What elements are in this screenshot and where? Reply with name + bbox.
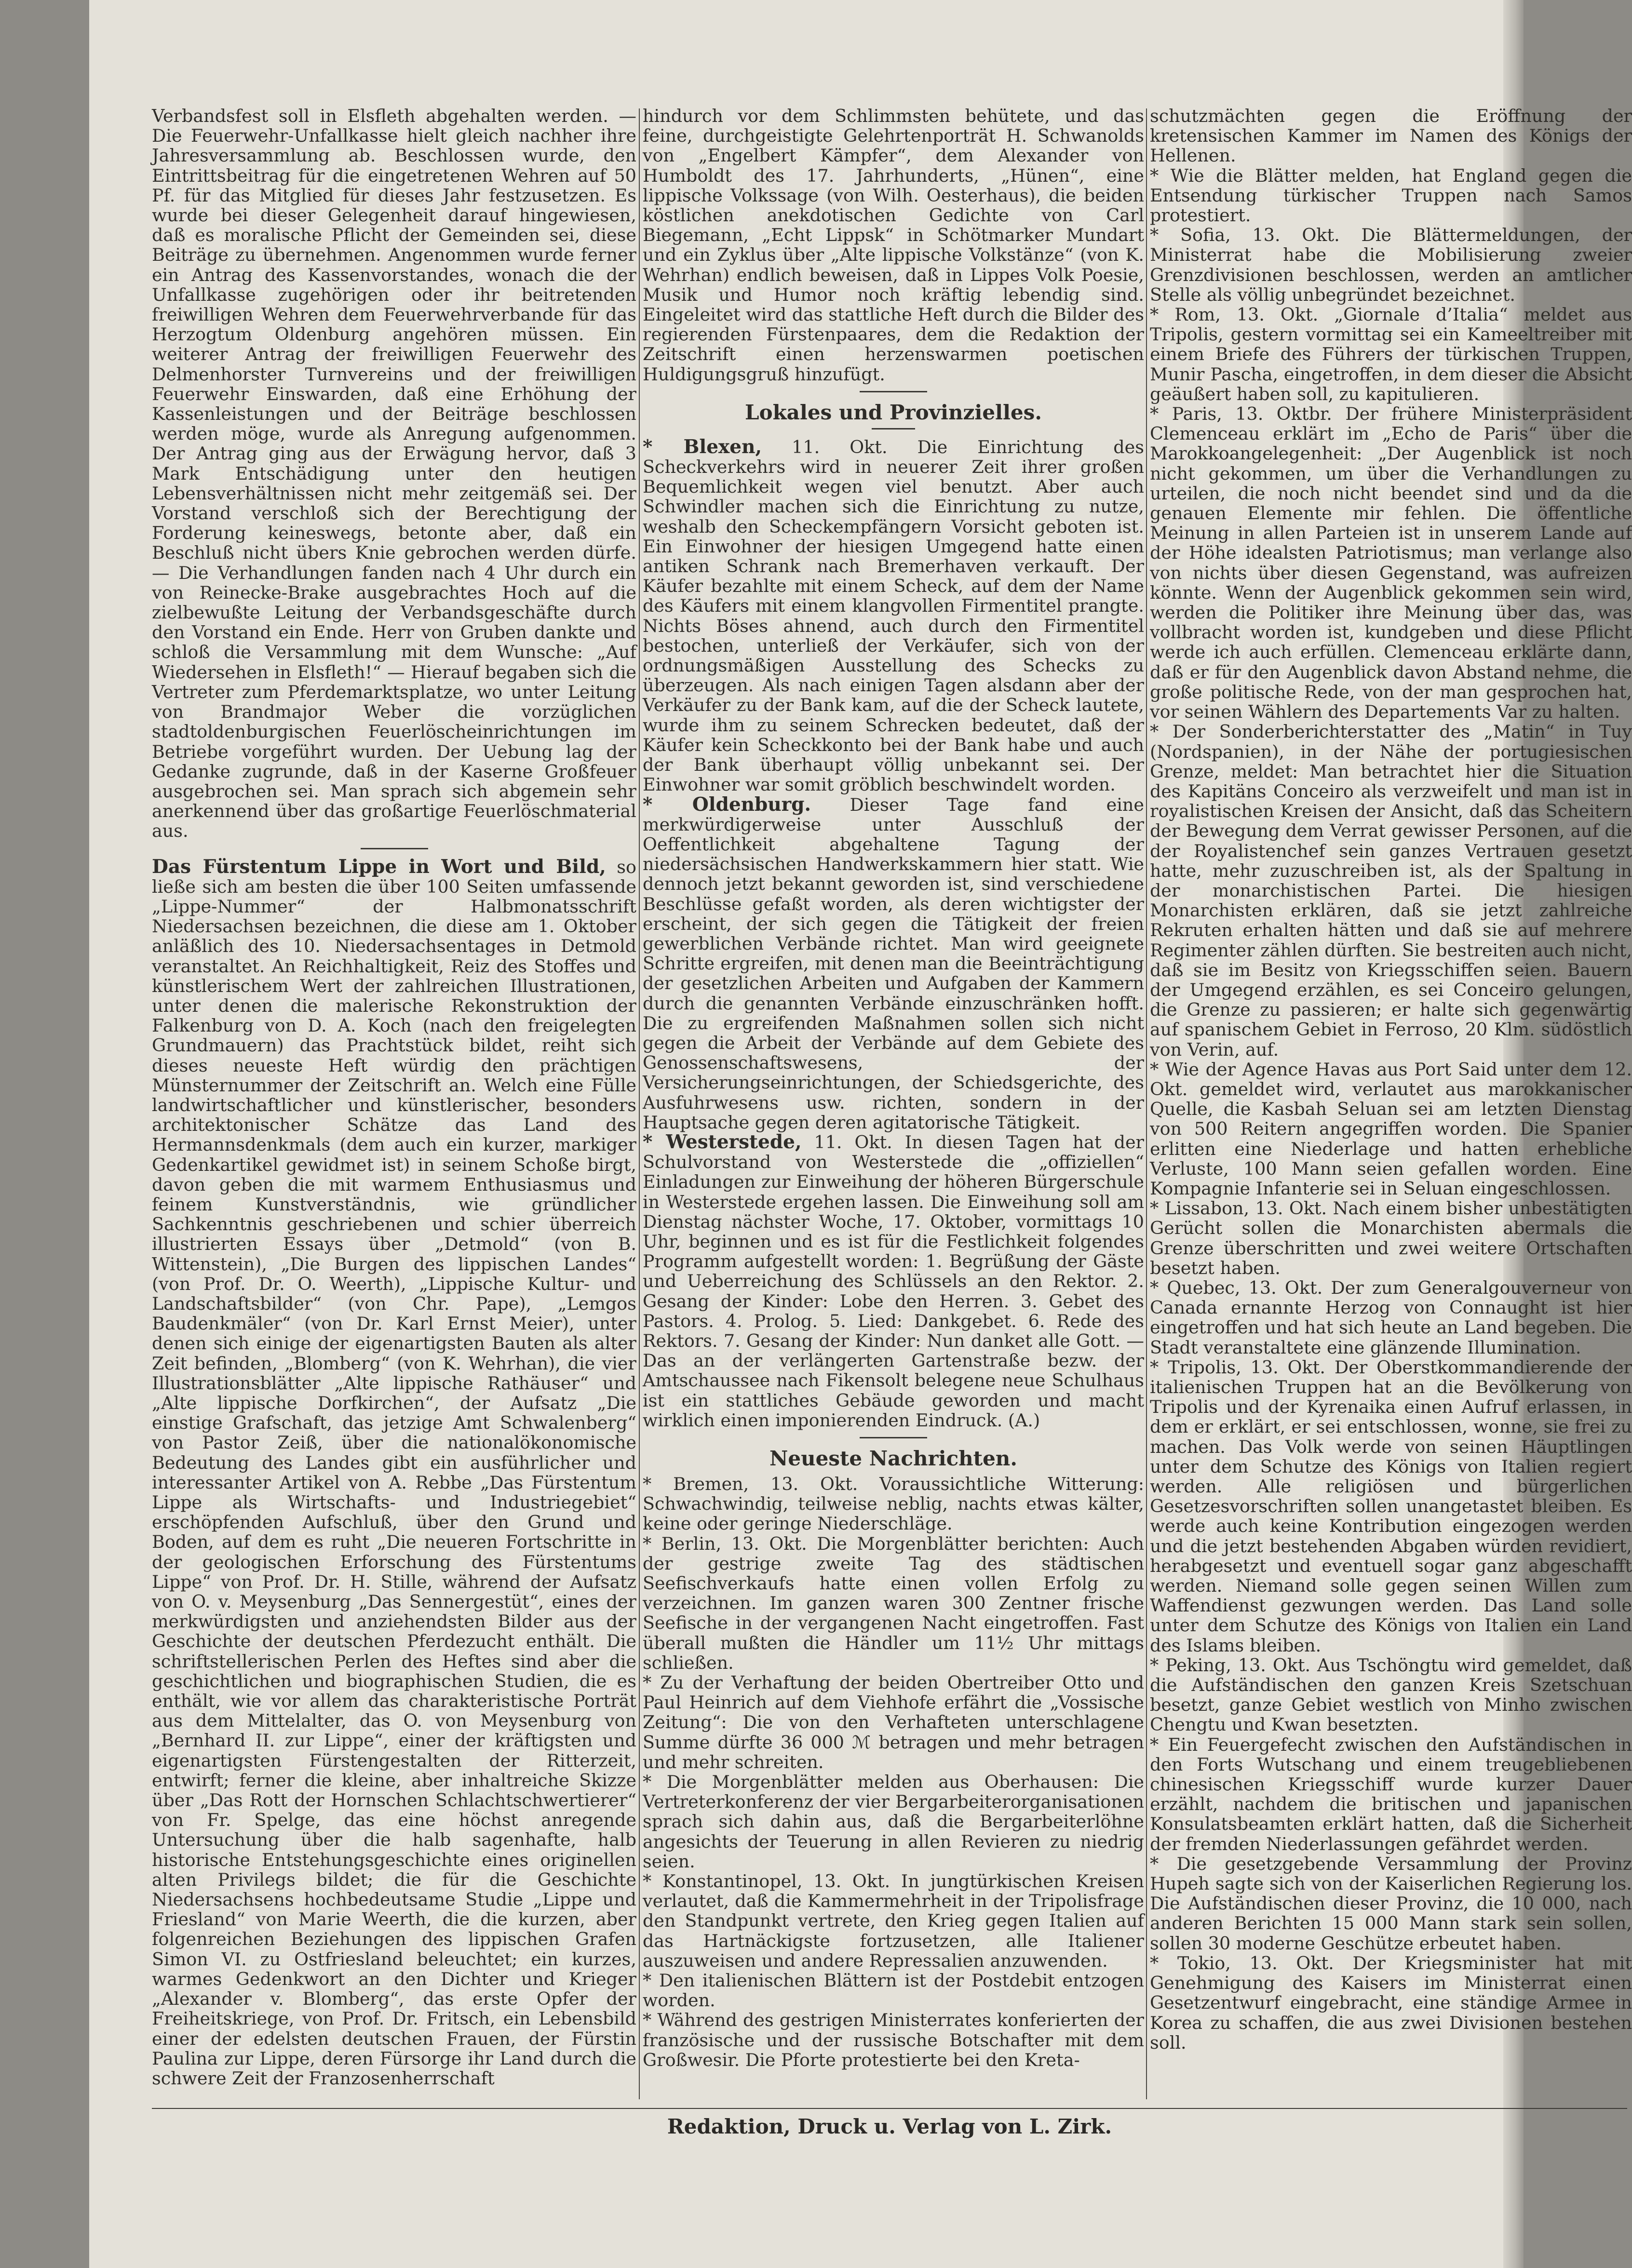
article-lippe-continued: hindurch vor dem Schlimmsten behütete, und das feine, durchgeistigte Gelehrtenporträt H. Schwanolds von „Engelbert Kämpfer“, dem Alexander von Humboldt des 17. Jahrhunderts, „Hünen“, eine lippische Volkssage (von Wilh. Oesterhaus), die beiden köstlichen anekdotischen Gedichte von Carl Biegemann, „Echt Lippsk“ in Schötmarker Mundart und ein Zyklus über „Alte lippische Volkstänze“ (von K. Wehrhan) endlich beweisen, daß in Lippes Volk Poesie, Musik und Humor noch kräftig lebendig sind. Eingeleitet wird das stattliche Heft durch die Bilder des regierenden Fürstenpaares, dem die Redaktion der Zeitschrift einen herzenswarmen poetischen Huldigungsgruß hinzufügt. — [643, 106, 1144, 385]
news-peking: * Peking, 13. Okt. Aus Tschöngtu wird gemeldet, daß die Aufständischen den ganzen Kreis Szetschuan besetzt, ganze Gebiet westlich von Minho zwischen Chengtu und Kwan besetzten. — [1150, 1654, 1632, 1735]
news-rom: * Rom, 13. Okt. „Giornale d’Italia“ meldet aus Tripolis, gestern vormittag sei ein Kameeltreiber mit einem Briefe des Führers der türkischen Truppen, Munir Pascha, eingetroffen, in dem dieser die Absicht geäußert haben soll, zu kapitulieren. — [1150, 304, 1632, 404]
article-fire-brigade: Verbandsfest soll in Elsfleth abgehalten werden. — Die Feuerwehr-Unfallkasse hielt gleich nachher ihre Jahresversammlung ab. Beschlossen wurde, den Eintrittsbeitrag für die eingetretenen Wehren auf 50 Pf. für das Mitglied für dieses Jahr festzusetzen. Es wurde bei dieser Gelegenheit darauf hingewiesen, daß es moralische Pflicht der Gemeinden sei, diese Beiträge zu übernehmen. Angenommen wurde ferner ein Antrag des Kassenvorstandes, wonach die der Unfallkasse zugehörigen oder ihr beitretenden freiwilligen Wehren dem Feuerwehrverbande für das Herzogtum Oldenburg angehören müssen. Ein weiterer Antrag der freiwilligen Feuerwehr des Delmenhorster Turnvereins und der freiwilligen Feuerwehr Einswarden, daß eine Erhöhung der Kassenleistungen und der Beiträge beschlossen werden möge, wurde als Anregung aufgenommen. Der Antrag ging aus der Erwägung hervor, daß 3 Mark Entschädigung unter den heutigen Lebensverhältnissen nicht mehr zeitgemäß sei. Der Vorstand verschloß sich der Berechtigung der Forderung keineswegs, betonte aber, daß ein Beschluß nicht übers Knie gebrochen werden dürfe. — Die Verhandlungen fanden nach 4 Uhr durch ein von Reinecke-Brake ausgebrachtes Hoch auf die zielbewußte Leitung der Verbandsgeschäfte durch den Vorstand ein Ende. Herr von Gruben dankte und schloß die Versammlung mit dem Wunsche: „Auf Wiedersehen in Elsfleth!“ — Hierauf begaben sich die Vertreter zum Pferdemarktsplatze, wo unter Leitung von Brandmajor Weber die vorzüglichen stadtoldenburgischen Feuerlöscheinrichtungen im Betriebe vorgeführt wurden. Der Uebung lag der Gedanke zugrunde, daß in der Kaserne Großfeuer ausgebrochen sei. Man sprach sich abgemein sehr anerkennend über das großartige Feuerlöschmaterial aus. — [152, 106, 636, 842]
news-tripolis: * Tripolis, 13. Okt. Der Oberstkommandierende der italienischen Truppen hat an die Bevölkerung von Tripolis und der Kyrenaika einen Aufruf erlassen, in dem er erklärt, er sei entschlossen, wonne, sie frei zu machen. Das Volk werde von seinen Häuptlingen unter dem Schutze des Königs von Italien regiert werden. Alle religiösen und bürgerlichen Gesetzesvorschriften sollen unangetastet bleiben. Es werde auch keine Kontribution eingezogen werden und die jetzt bestehenden Abgaben würden revidiert, herabgesetzt und eventuell sogar ganz abgeschafft werden. Niemand solle gegen seinen Willen zum Waffendienst gezwungen werden. Das Land solle unter dem Schutze des Königs von Italien ein Land des Islams bleiben. — [1150, 1356, 1632, 1656]
column-2 — [643, 106, 1144, 2121]
news-crete: schutzmächten gegen die Eröffnung der kretensischen Kammer im Namen des Königs der Hellenen. — [1150, 106, 1632, 166]
news-bremen: * Bremen, 13. Okt. Voraussichtliche Witterung: Schwachwindig, teilweise neblig, nachts etwas kälter, keine oder geringe Niederschläge. — [643, 1474, 1144, 1534]
news-konstantinopel: * Konstantinopel, 13. Okt. In jungtürkischen Kreisen verlautet, daß die Kammermehrheit in der Tripolisfrage den Standpunkt vertrete, den Krieg gegen Italien auf das Hartnäckigste fortzusetzen, alle Italiener auszuweisen und andere Repressalien anzuwenden. — [643, 1871, 1144, 1971]
article-lippe-headline: Das Fürstentum Lippe in Wort und Bild, — [152, 855, 606, 878]
article-oldenburg-dateline: * Oldenburg. — [643, 793, 811, 816]
section-heading-local: Lokales und Provinzielles. — [745, 400, 1042, 424]
article-lippe-text: so ließe sich am besten die über 100 Seiten umfassende „Lippe-Nummer“ der Halbmonatsschrift Niedersachsen bezeichnen, die diese am 1. Oktober anläßlich des 10. Niedersachsentages in Detmold veranstaltet. An Reichhaltigkeit, Reiz des Stoffes und künstlerischem Wert der zahlreichen Illustrationen, unter denen die malerische Rekonstruktion der Falkenburg von D. A. Koch (nach den freigelegten Grundmauern) das Prachtstück bildet, reiht sich dieses neueste Heft würdig den prächtigen Münsternummer der Zeitschrift an. Welch eine Fülle landwirtschaftlicher und künstlerischer, besonders architektonischer Schätze das Land des Hermannsdenkmals (dem auch ein kurzer, markiger Gedenkartikel gewidmet ist) in seinem Schoße birgt, davon geben die mit warmem Enthusiasmus und feinem Kunstverständnis, wie gründlicher Sachkenntnis geschriebenen und schier überreich illustrierten Essays über „Detmold“ (von B. Wittenstein), „Die Burgen des lippischen Landes“ (von Prof. Dr. O. Weerth), „Lippische Kultur- und Landschaftsbilder“ (von Chr. Pape), „Lemgos Baudenkmäler“ (von Dr. Karl Ernst Meier), unter denen sich einige der eigenartigsten Bauten als alter Zeit befinden, „Blomberg“ (von K. Wehrhan), die vier Illustrationsblätter „Alte lippische Rathäuser“ und „Alte lippische Dorfkirchen“, der Aufsatz „Die einstige Grafschaft, das jetzige Amt Schwalenberg“ von Pastor Zeiß, über die nationalökonomische Bedeutung des Landes gibt ein ausführlicher und interessanter Artikel von A. Rebbe „Das Fürstentum Lippe als Wirtschafts- und Industriegebiet“ erschöpfenden Aufschluß, über den Grund und Boden, auf dem es ruht „Die neueren Fortschritte in der geologischen Erforschung des Fürstentums Lippe“ von Prof. Dr. H. Stille, während der Aufsatz von O. v. Meysenburg „Das Sennergestüt“, eines der merkwürdigsten und anziehendsten Bilder aus der Geschichte der deutschen Pferdezucht enthält. Die schriftstellerischen Perlen des Heftes sind aber die geschichtlichen und biographischen Studien, die es enthält, wie vor allem das charakteristische Porträt aus dem Mittelalter, das O. von Meysenburg von „Bernhard II. zur Lippe“, einer der kräftigsten und eigenartigsten Fürstengestalten der Ritterzeit, entwirft; ferner die kleine, aber inhaltreiche Skizze über „Das Rott der Hornschen Schlachtschwertierer“ von Fr. Spelge, das eine höchst anregende Untersuchung über die halb sagenhafte, halb historische Entstehungsgeschichte eines originellen alten Privilegs bildet; die für die Geschichte Niedersachsens hochbedeutsame Studie „Lippe und Friesland“ von Marie Weerth, die die kurzen, aber folgenreichen Beziehungen des lippischen Grafen Simon VI. zu Ostfriesland beleuchtet; ein kurzes, warmes Gedenkwort an den Dichter und Krieger „Alexander v. Blomberg“, das erste Opfer der Freiheitskriege, von Prof. Dr. Fritsch, ein Lebensbild einer der edelsten deutschen Frauen, der Fürstin Paulina zur Lippe, deren Fürsorge ihr Land durch die schwere Zeit der Franzosenherrschaft — [152, 856, 636, 2089]
news-sofia: * Sofia, 13. Okt. Die Blättermeldungen, der Ministerrat habe die Mobilisierung zweier Grenzdivisionen beschlossen, werden an amtlicher Stelle als völlig unbegründet bezeichnet. — [1150, 225, 1632, 305]
news-oberhausen: * Die Morgenblätter melden aus Oberhausen: Die Vertreterkonferenz der vier Bergarbeiterorganisationen sprach sich dahin aus, daß die Bergarbeiterlöhne angesichts der Teuerung in allen Revieren zu niedrig seien. — [643, 1771, 1144, 1872]
news-feuergefecht: * Ein Feuergefecht zwischen den Aufständischen in den Forts Wutschang und einem treugebliebenen chinesischen Kriegsschiff wurde kurzer Dauer erzählt, nachdem die britischen und japanischen Konsulatsbeamten erklärt hatten, daß die Sicherheit der fremden Niederlassungen gefährdet werden. — [1150, 1734, 1632, 1854]
news-ministerrat: * Während des gestrigen Ministerrates konferierten der französische und der russische Botschafter mit dem Großwesir. Die Pforte protestierte bei den Kreta- — [643, 2010, 1144, 2070]
news-tokio: * Tokio, 13. Okt. Der Kriegsminister hat mit Genehmigung des Kaisers im Ministerrat einen Gesetzentwurf eingebracht, eine ständige Armee in Korea zu schaffen, die aus zwei Divisionen bestehen soll. — [1150, 1952, 1632, 2053]
news-paris: * Paris, 13. Oktbr. Der frühere Ministerpräsident Clemenceau erklärt im „Echo de Paris“ über die Marokkoangelegenheit: „Der Augenblick ist noch nicht gekommen, um über die Verhandlungen zu urteilen, die noch nicht beendet sind und da die genauen Elemente mir fehlen. Die öffentliche Meinung in allen Parteien ist in unserem Lande auf der Höhe idealsten Patriotismus; man verlange also von nichts über diesen Gegenstand, was aufreizen könnte. Wenn der Augenblick gekommen sein wird, werden die Politiker ihre Meinung über das, was vollbracht worden ist, kundgeben und diese Pflicht werde ich auch erfüllen. Clemenceau erklärte dann, daß er für den Augenblick davon Abstand nehme, die große politische Rede, von der man gesprochen hat, vor seinen Wählern des Departements Var zu halten. — [1150, 403, 1632, 723]
column-1 — [152, 106, 636, 2121]
article-westerstede — [643, 1132, 1144, 1430]
news-havas: * Wie der Agence Havas aus Port Said unter dem 12. Okt. gemeldet wird, verlautet aus marokkanischer Quelle, die Kasbah Seluan sei am letzten Dienstag von 500 Reitern angegriffen worden. Die Spanier erlitten eine Niederlage und hatten erhebliche Verluste, 100 Mann seien gefallen worden. Eine Kompagnie Infanterie sei in Seluan eingeschlossen. — [1150, 1059, 1632, 1199]
news-berlin-arrest: * Zu der Verhaftung der beiden Obertreiber Otto und Paul Heinrich auf dem Viehhofe erfährt die „Vossische Zeitung“: Die von den Verhafteten unterschlagene Summe dürfte 36 000 ℳ betragen und mehr betragen und mehr schreiten. — [643, 1672, 1144, 1772]
news-lissabon: * Lissabon, 13. Okt. Nach einem bisher unbestätigten Gerücht sollen die Monarchisten abermals die Grenze überschritten und zwei weitere Ortschaften besetzt haben. — [1150, 1198, 1632, 1278]
section-heading-news: Neueste Nachrichten. — [769, 1447, 1017, 1470]
column-divider — [639, 108, 640, 2099]
article-blexen-dateline: * Blexen, — [643, 435, 762, 458]
article-blexen-text: 11. Okt. Die Einrichtung des Scheckverkehrs wird in neuerer Zeit ihrer großen Bequemlichkeit wegen viel benutzt. Aber auch Schwindler machen sich die Einrichtung zu nutze, weshalb den Scheckempfängern Vorsicht geboten ist. Ein Einwohner der hiesigen Umgegend hatte einen antiken Schrank nach Bremerhaven verkauft. Der Käufer bezahlte mit einem Scheck, auf dem der Name des Käufers mit einem klangvollen Firmentitel prangte. Nichts Böses ahnend, auch durch den Firmentitel bestochen, unterließ der Verkäufer, sich von der ordnungsmäßigen Ausstellung des Schecks zu überzeugen. Als nach einigen Tagen alsdann aber der Verkäufer zu der Bank kam, auf die der Scheck lautete, wurde ihm zu seinem Schrecken bedeutet, daß der Käufer kein Scheckkonto bei der Bank habe und auch der Bank überhaupt völlig unbekannt sei. Der Einwohner war somit gröblich beschwindelt worden. — [643, 436, 1144, 795]
news-quebec: * Quebec, 13. Okt. Der zum Generalgouverneur von Canada ernannte Herzog von Connaught ist hier eingetroffen und hat sich heute an Land begeben. Die Stadt veranstaltete eine glänzende Illumination. — [1150, 1277, 1632, 1358]
footer-rule — [152, 2108, 1627, 2109]
newspaper-page — [89, 0, 1632, 2268]
article-westerstede-text: 11. Okt. In diesen Tagen hat der Schulvorstand von Westerstede die „offiziellen“ Einladungen zur Einweihung der höheren Bürgerschule in Westerstede ergehen lassen. Die Einweihung soll am Dienstag nächster Woche, 17. Oktober, vormittags 10 Uhr, beginnen und es ist für die Festlichkeit folgendes Programm aufgestellt worden: 1. Begrüßung der Gäste und Ueberreichung des Schlüssels an den Rektor. 2. Gesang der Kinder: Lobe den Herren. 3. Gebet des Pastors. 4. Prolog. 5. Lied: Dankgebet. 6. Rede des Rektors. 7. Gesang der Kinder: Nun danket alle Gott. — Das an der verlängerten Gartenstraße bezw. der Amtschaussee nach Fikensolt belegene neue Schulhaus ist ein stattliches Gebäude geworden und macht wirklich einen imponierenden Eindruck. (A.) — [643, 1131, 1144, 1431]
separator-rule — [872, 428, 915, 429]
news-postdebit: * Den italienischen Blättern ist der Postdebit entzogen worden. — [643, 1970, 1144, 2011]
article-oldenburg — [643, 795, 1144, 1132]
column-3 — [1150, 106, 1632, 2121]
column-divider — [1146, 108, 1147, 2099]
news-matin: * Der Sonderberichterstatter des „Matin“ in Tuy (Nordspanien), in der Nähe der portugiesischen Grenze, meldet: Man betrachtet hier die Situation des Kapitäns Conceiro als verzweifelt und man ist in royalistischen Kreisen der Ansicht, daß das Scheitern der Bewegung dem Verrat gewisser Personen, auf die der Royalistenchef sein ganzes Vertrauen gesetzt hatte, mehr zuzuschreiben ist, als der Spaltung in der monarchistischen Partei. Die hiesigen Monarchisten erklären, daß sie jetzt zahlreiche Rekruten erhalten hätten und daß sie auf mehrere Regimenter zählen dürften. Sie bestreiten auch nicht, daß sie im Besitz von Kriegsschiffen seien. Bauern der Umgegend erzählen, es sei Conceiro gelungen, die Grenze zu passieren; er halte sich gegenwärtig auf spanischem Gebiet in Ferroso, 20 Klm. südöstlich von Verin, auf. — [1150, 721, 1632, 1060]
article-lippe — [152, 857, 636, 2089]
separator-rule — [860, 1437, 927, 1438]
news-berlin-fish: * Berlin, 13. Okt. Die Morgenblätter berichten: Auch der gestrige zweite Tag des städtischen Seefischverkaufs hatte einen vollen Erfolg zu verzeichnen. Im ganzen waren 300 Zentner frische Seefische in der vergangenen Nacht eingetroffen. Fast überall mußten die Händler um 11½ Uhr mittags schließen. — [643, 1533, 1144, 1673]
news-samos: * Wie die Blätter melden, hat England gegen die Entsendung türkischer Truppen nach Samos protestiert. — [1150, 165, 1632, 226]
article-oldenburg-text: Dieser Tage fand eine merkwürdigerweise unter Ausschluß der Oeffentlichkeit abgehaltene Tagung der niedersächsischen Handwerkskammern hier statt. Wie dennoch jetzt bekannt geworden ist, sind verschiedene Beschlüsse gefaßt worden, als deren wichtigster der erscheint, der sich gegen die Tätigkeit der freien gewerblichen Verbände richtet. Man wird geeignete Schritte ergreifen, mit denen man die Beeinträchtigung der gesetzlichen Arbeiten und Aufgaben der Kammern durch die genannten Verbände einzuschränken hofft. Die zu ergreifenden Maßnahmen sollen sich nicht gegen die Arbeit der Verbände auf dem Gebiete des Genossenschaftswesens, der Versicherungseinrichtungen, der Schiedsgerichte, des Ausfuhrwesens usw. richten, sondern in der Hauptsache gegen deren agitatorische Tätigkeit. — [643, 794, 1144, 1133]
news-hupeh: * Die gesetzgebende Versammlung der Provinz Hupeh sagte sich von der Kaiserlichen Regierung los. Die Aufständischen dieser Provinz, die 10 000, nach anderen Berichten 15 000 Mann stark sein sollen, sollen 30 moderne Geschütze erbeutet haben. — [1150, 1853, 1632, 1954]
article-westerstede-dateline: * Westerstede, — [643, 1130, 802, 1153]
article-blexen — [643, 437, 1144, 795]
imprint-footer: Redaktion, Druck u. Verlag von L. Zirk. — [667, 2115, 1112, 2138]
separator-rule — [361, 848, 428, 849]
separator-rule — [860, 391, 927, 392]
